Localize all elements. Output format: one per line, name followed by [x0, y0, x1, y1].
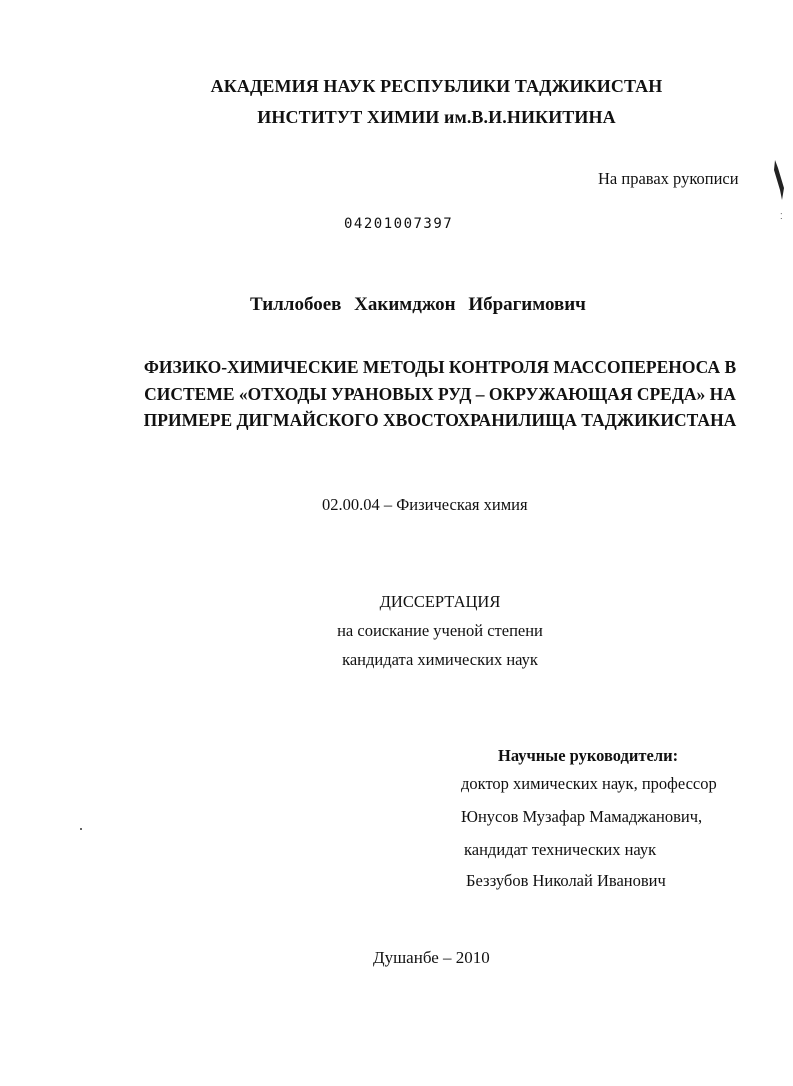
scan-artifact-dot: ⁚: [780, 212, 783, 221]
scan-artifact-mark: [772, 158, 786, 202]
catalog-code: 04201007397: [344, 216, 454, 232]
dissertation-title: [100, 354, 780, 434]
title-line-1: ФИЗИКО-ХИМИЧЕСКИЕ МЕТОДЫ КОНТРОЛЯ МАССОПЕРЕНОСА В: [143, 357, 737, 377]
supervisor-1-name: Юнусов Музафар Мамаджанович,: [461, 807, 703, 826]
degree-purpose-line-2: кандидата химических наук: [342, 650, 538, 669]
supervisor-2-name: Беззубов Николай Иванович: [466, 871, 666, 890]
dissertation-block: [300, 587, 580, 674]
degree-purpose-line-1: на соискание ученой степени: [337, 621, 543, 640]
title-line-2: СИСТЕМЕ «ОТХОДЫ УРАНОВЫХ РУД – ОКРУЖАЮЩАЯ СРЕДА» НА: [144, 383, 736, 404]
scan-artifact-speck: [80, 828, 82, 830]
academy-heading: АКАДЕМИЯ НАУК РЕСПУБЛИКИ ТАДЖИКИСТАН: [210, 76, 663, 96]
place-and-year: Душанбе – 2010: [373, 948, 490, 967]
supervisor-2-degree: кандидат технических наук: [464, 840, 657, 859]
institute-heading: ИНСТИТУТ ХИМИИ им.В.И.НИКИТИНА: [257, 107, 616, 127]
supervisor-1-degree: доктор химических наук, профессор: [461, 774, 717, 793]
title-line-3: ПРИМЕРЕ ДИГМАЙСКОГО ХВОСТОХРАНИЛИЩА ТАДЖИКИСТАНА: [143, 410, 737, 430]
specialty-code: 02.00.04 – Физическая химия: [322, 495, 528, 514]
dissertation-type: ДИССЕРТАЦИЯ: [379, 592, 501, 611]
supervisors-heading: Научные руководители:: [498, 746, 679, 765]
author-name: Тиллобоев Хакимджон Ибрагимович: [250, 294, 586, 315]
manuscript-rights-note: На правах рукописи: [598, 169, 739, 188]
